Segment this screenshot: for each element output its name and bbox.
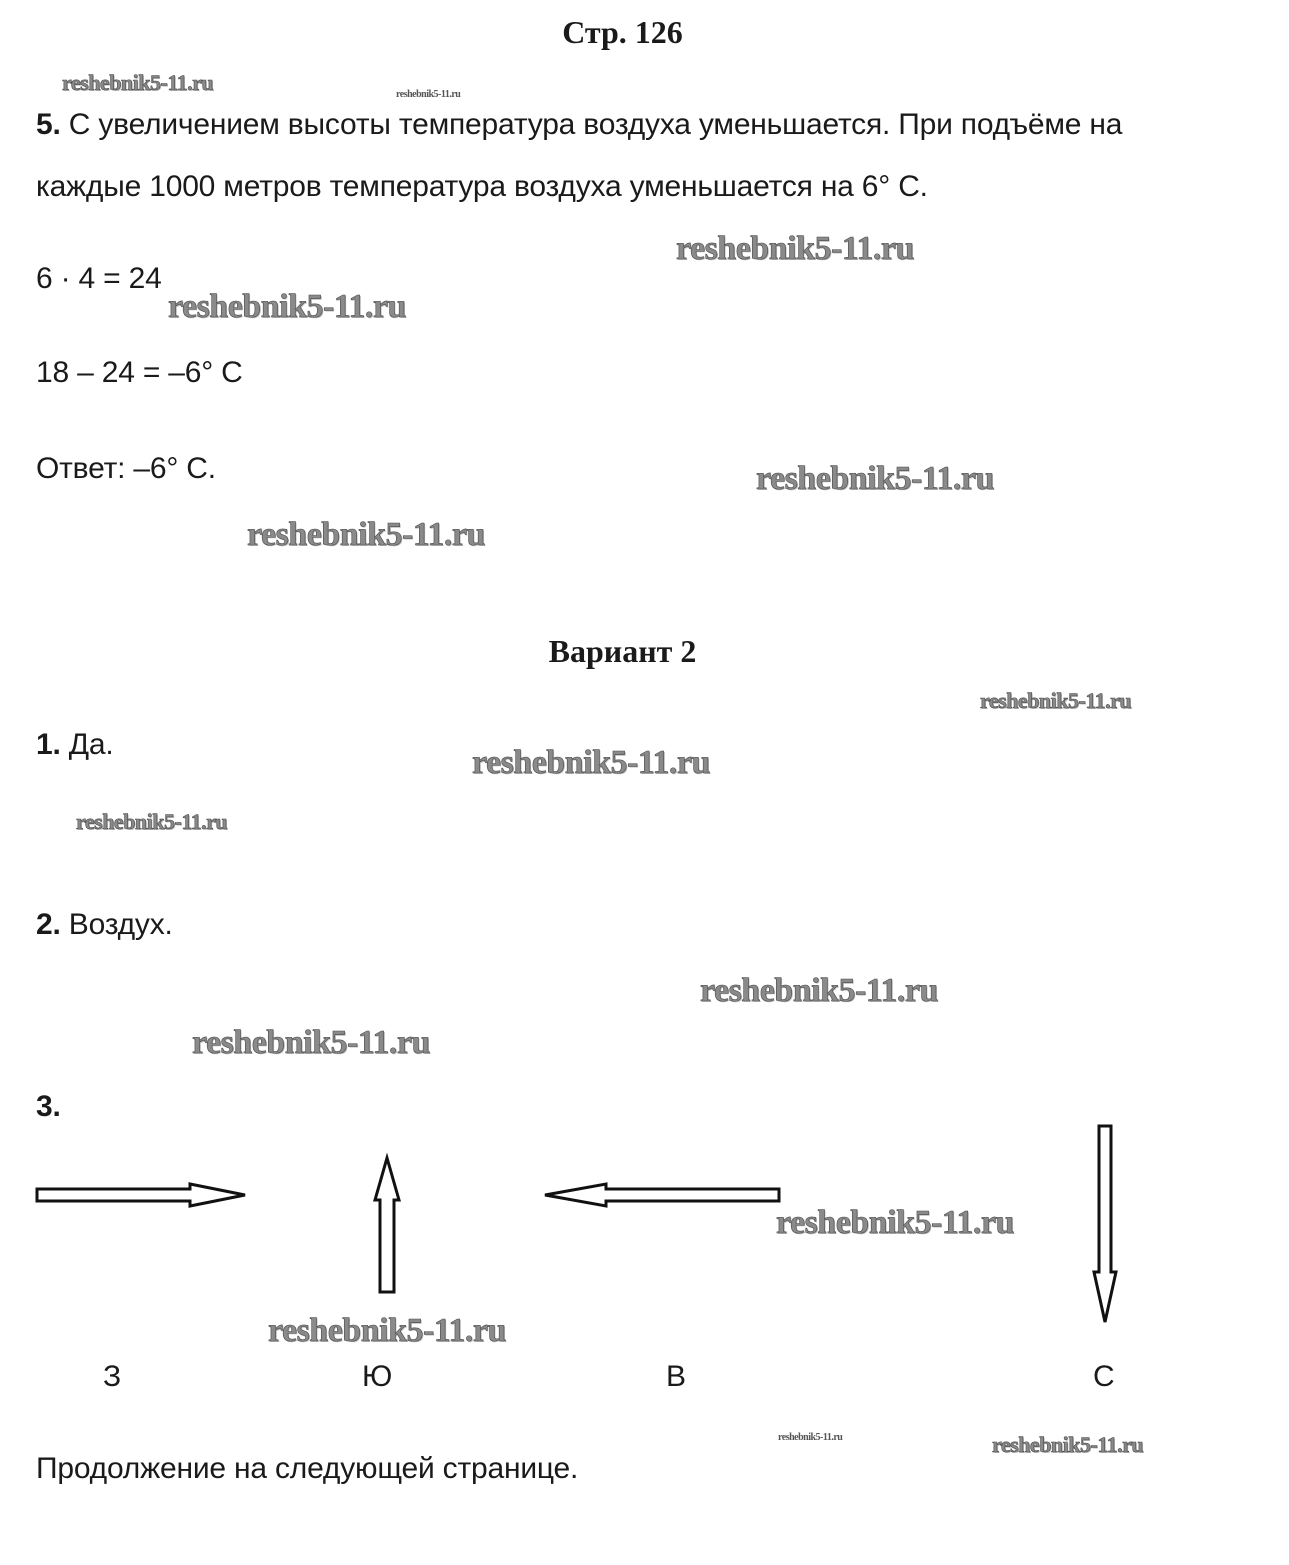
task5-number: 5. — [36, 108, 61, 141]
watermark: reshebnik5-11.ru — [268, 1312, 506, 1349]
direction-label-west: З — [103, 1360, 122, 1393]
watermark: reshebnik5-11.ru — [62, 70, 214, 95]
task1-text: Да. — [68, 728, 114, 761]
watermark: reshebnik5-11.ru — [700, 972, 938, 1009]
task3-number: 3. — [36, 1090, 61, 1123]
task5-line1-text: С увеличением высоты температура воздуха уменьшается. При подъёме на — [68, 108, 1123, 141]
watermark: reshebnik5-11.ru — [676, 230, 914, 267]
watermark: reshebnik5-11.ru — [992, 1432, 1144, 1457]
watermark: reshebnik5-11.ru — [776, 1204, 1014, 1241]
page-title: Стр. 126 — [562, 14, 683, 50]
task5-calc2: 18 – 24 = –6° С — [36, 356, 243, 389]
watermark: reshebnik5-11.ru — [396, 89, 461, 100]
watermark: reshebnik5-11.ru — [756, 460, 994, 497]
arrow-left-icon — [545, 1184, 779, 1206]
watermark: reshebnik5-11.ru — [192, 1024, 430, 1061]
task1-number: 1. — [36, 728, 61, 761]
arrow-right-icon — [37, 1184, 245, 1206]
watermark: reshebnik5-11.ru — [980, 688, 1132, 713]
watermark: reshebnik5-11.ru — [472, 744, 710, 781]
watermark: reshebnik5-11.ru — [168, 288, 406, 325]
task5-answer: Ответ: –6° С. — [36, 452, 216, 485]
watermark: reshebnik5-11.ru — [247, 516, 485, 553]
direction-label-east: В — [666, 1360, 687, 1393]
task5-line2: каждые 1000 метров температура воздуха уменьшается на 6° С. — [36, 170, 928, 203]
direction-label-north: С — [1093, 1360, 1115, 1393]
watermark: reshebnik5-11.ru — [76, 809, 228, 834]
continuation-note: Продолжение на следующей странице. — [36, 1452, 579, 1485]
arrow-down-icon — [1094, 1126, 1116, 1322]
task2-text: Воздух. — [68, 908, 173, 941]
task2-number: 2. — [36, 908, 61, 941]
arrow-up-icon — [375, 1158, 399, 1292]
watermark: reshebnik5-11.ru — [778, 1432, 843, 1443]
task5-calc1: 6 · 4 = 24 — [36, 262, 162, 295]
variant-title: Вариант 2 — [548, 633, 697, 669]
direction-label-south: Ю — [362, 1360, 393, 1393]
